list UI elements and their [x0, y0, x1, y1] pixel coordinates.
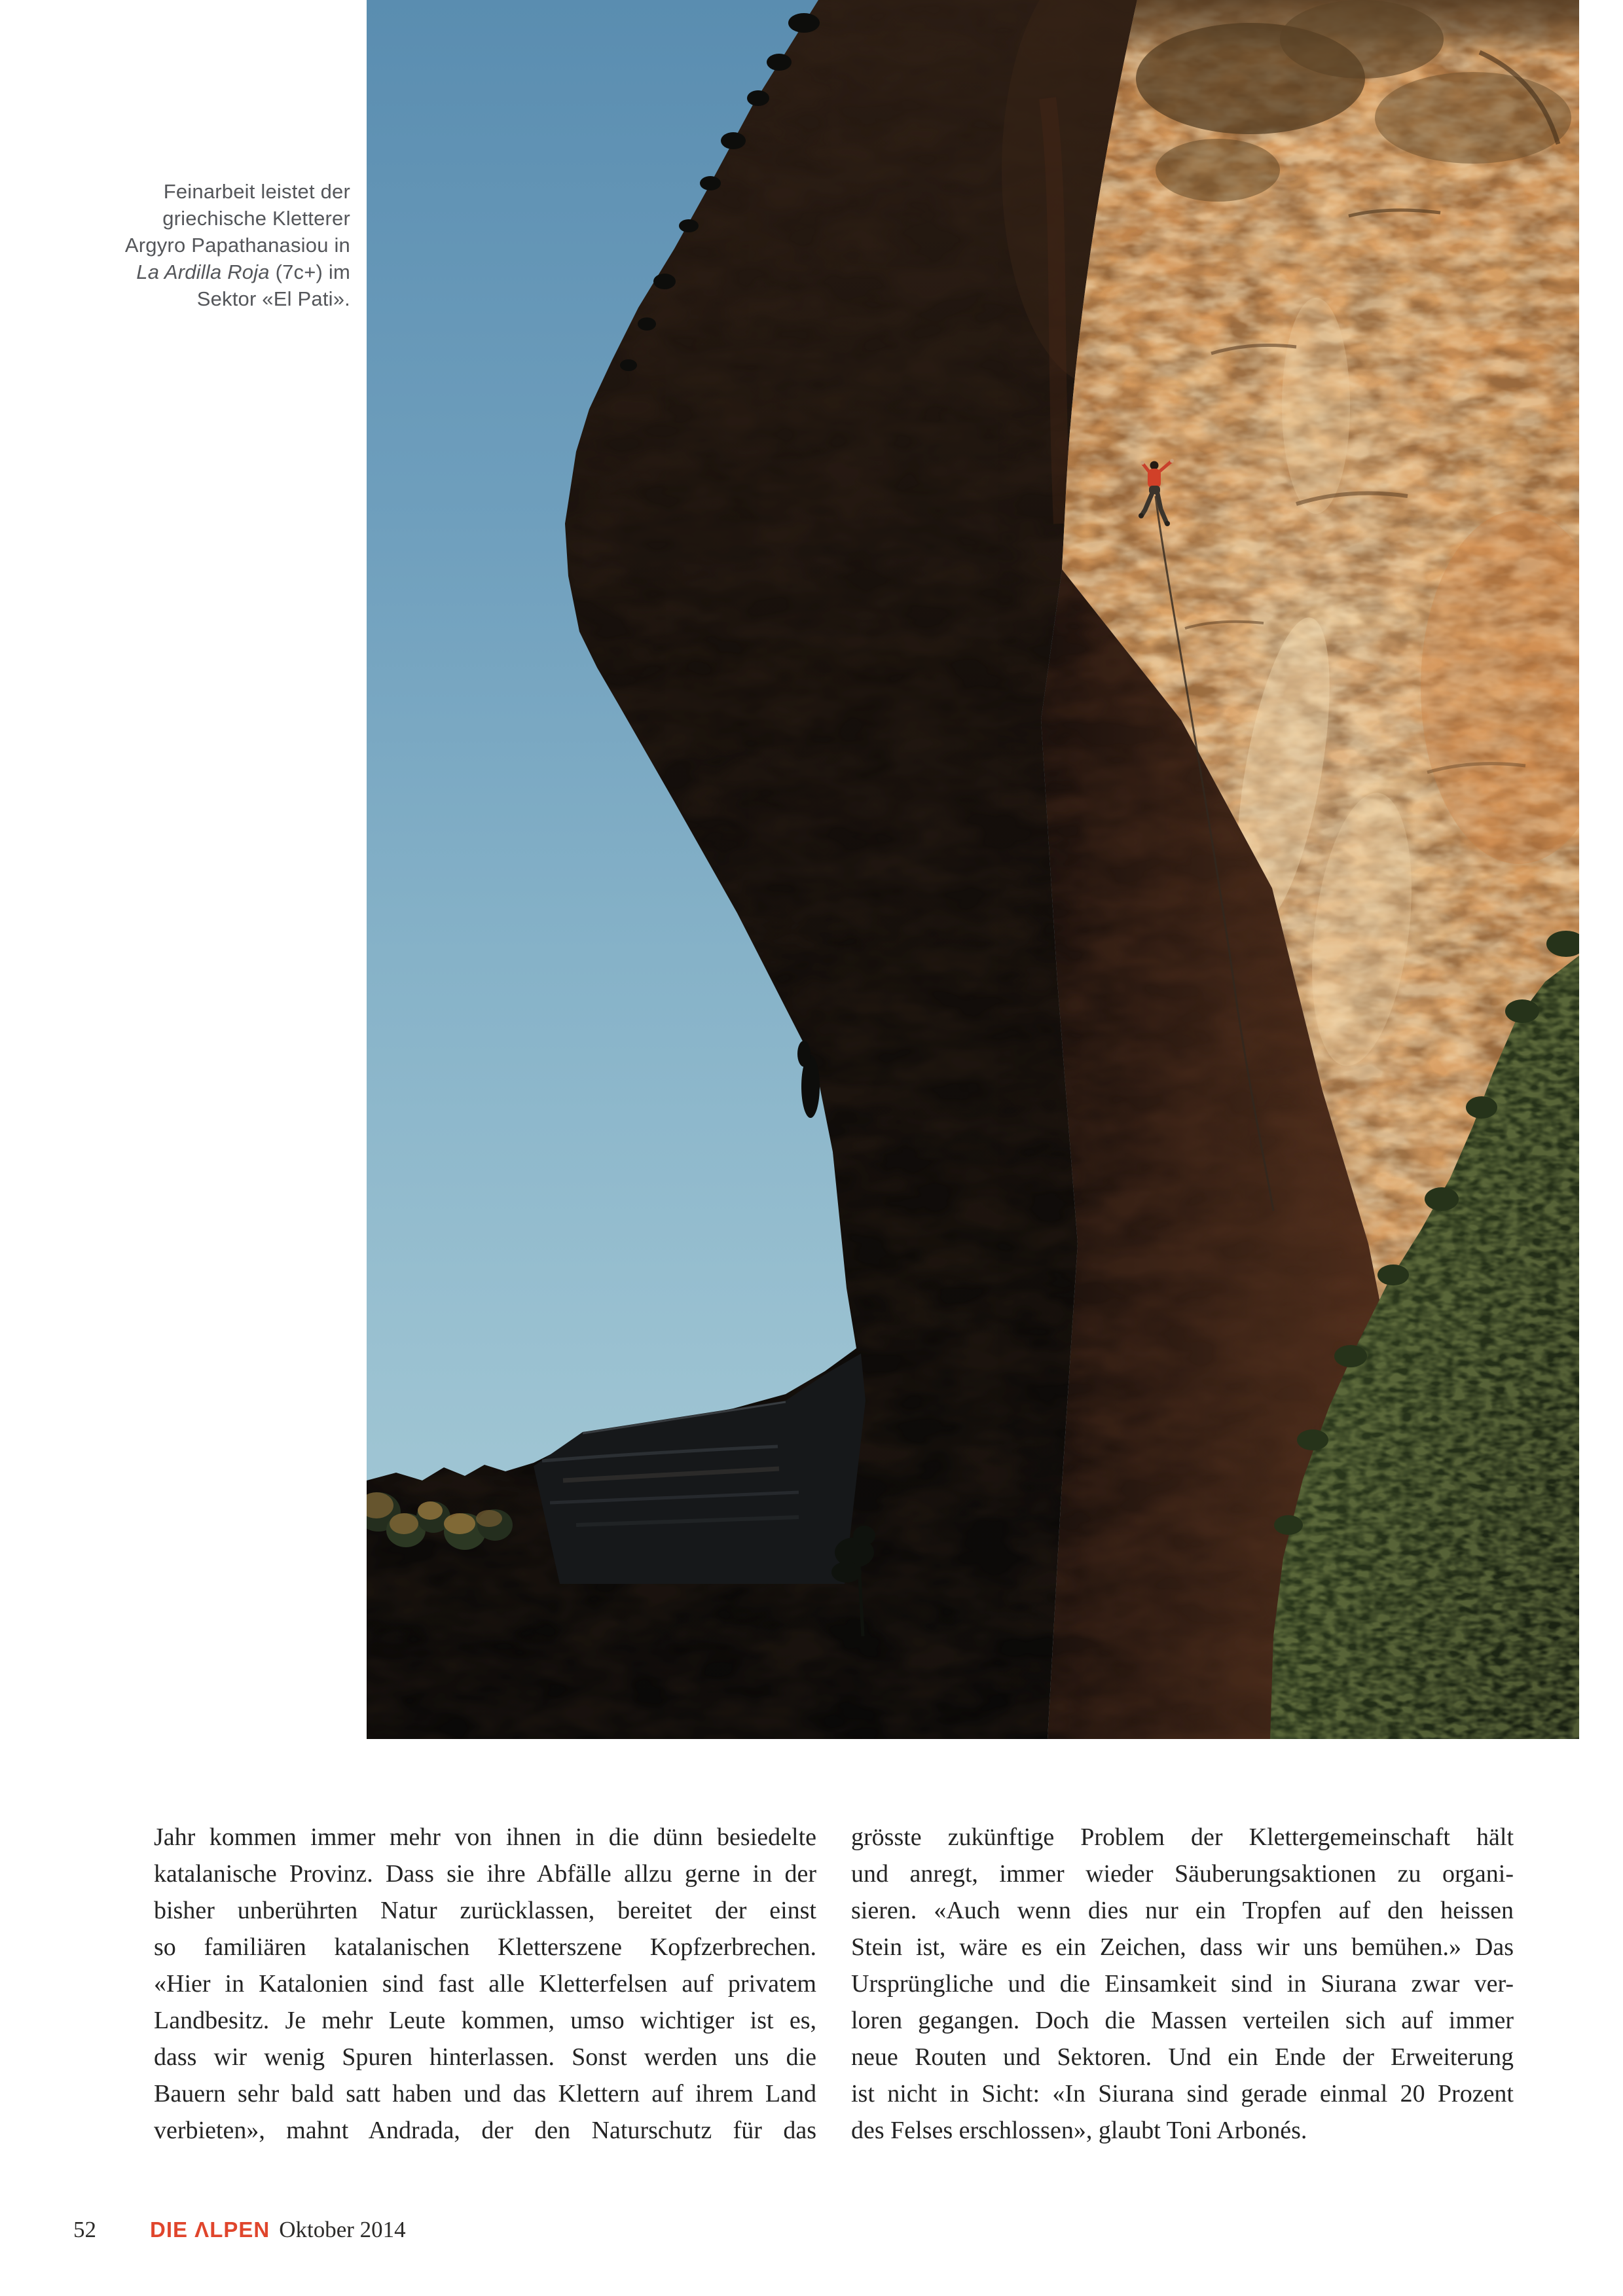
body-line: verbieten», mahnt Andrada, der den Naturschutz für das — [154, 2117, 816, 2144]
body-line: katalanische Provinz. Dass sie ihre Abfälle allzu gerne in der — [154, 1860, 816, 1888]
body-line: neue Routen und Sektoren. Und ein Ende der Erweiterung — [851, 2043, 1514, 2071]
body-line: Ursprüngliche und die Einsamkeit sind in Siurana zwar ver- — [851, 1970, 1514, 1998]
body-line: «Hier in Katalonien sind fast alle Kletterfelsen auf privatem — [154, 1970, 816, 1998]
body-line: bisher unberührten Natur zurücklassen, bereitet der einst — [154, 1897, 816, 1924]
body-line: grösste zukünftige Problem der Klettergemeinschaft hält — [851, 1823, 1514, 1851]
body-line: und anregt, immer wieder Säuberungsaktionen zu organi- — [851, 1860, 1514, 1888]
magazine-name: DIE ΛLPEN — [150, 2217, 270, 2242]
body-line: Stein ist, wäre es ein Zeichen, dass wir uns bemühen.» Das — [851, 1933, 1514, 1961]
route-name: La Ardilla Roja — [136, 260, 270, 283]
caption-line-rest: (7c+) im — [269, 260, 350, 283]
caption-line: Feinarbeit leistet der — [163, 180, 350, 203]
caption-line: Argyro Papathanasiou in — [124, 234, 350, 257]
caption-line: griechische Kletterer — [162, 207, 350, 230]
body-column-right — [851, 1819, 1514, 2149]
climbing-photo — [367, 0, 1579, 1739]
body-line: des Felses erschlossen», glaubt Toni Arbonés. — [851, 2117, 1307, 2144]
body-line: sieren. «Auch wenn dies nur ein Tropfen auf den heissen — [851, 1897, 1514, 1924]
body-line: loren gegangen. Doch die Massen verteilen sich auf immer — [851, 2007, 1514, 2034]
photo-caption — [75, 178, 350, 312]
issue-date: Oktober 2014 — [279, 2217, 406, 2242]
body-line: dass wir wenig Spuren hinterlassen. Sonst werden uns die — [154, 2043, 816, 2071]
body-column-left — [154, 1819, 816, 2149]
page-number: 52 — [73, 2217, 96, 2242]
body-line: ist nicht in Sicht: «In Siurana sind gerade einmal 20 Prozent — [851, 2080, 1514, 2108]
body-line: Bauern sehr bald satt haben und das Klettern auf ihrem Land — [154, 2080, 816, 2108]
caption-line — [75, 259, 350, 285]
caption-line: Sektor «El Pati». — [196, 287, 350, 310]
body-line: Landbesitz. Je mehr Leute kommen, umso wichtiger ist es, — [154, 2007, 816, 2034]
body-line: so familiären katalanischen Kletterszene Kopfzerbrechen. — [154, 1933, 816, 1961]
page-footer — [73, 2217, 406, 2243]
body-line: Jahr kommen immer mehr von ihnen in die dünn besiedelte — [154, 1823, 816, 1851]
